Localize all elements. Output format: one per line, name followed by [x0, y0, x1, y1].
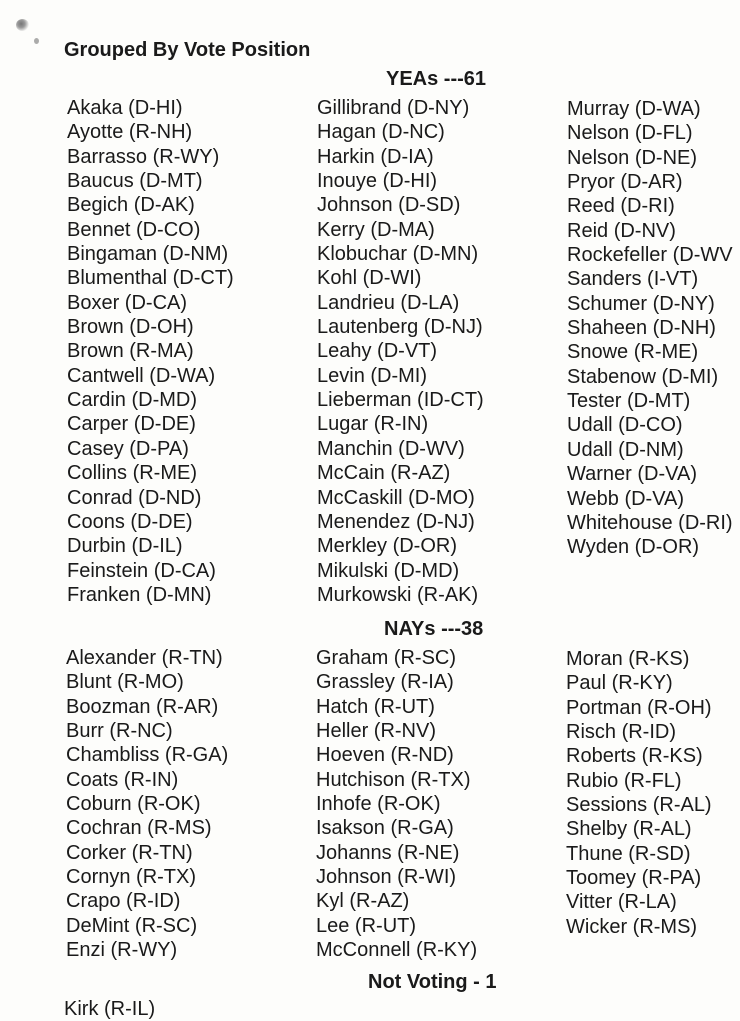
senator-entry: Leahy (D-VT)	[317, 340, 438, 363]
senator-entry: Stabenow (D-MI)	[567, 365, 719, 388]
senator-entry: Murkowski (R-AK)	[317, 583, 479, 606]
senator-entry: Carper (D-DE)	[67, 413, 196, 436]
yeas-column-3	[567, 97, 733, 560]
senator-entry: Roberts (R-KS)	[566, 745, 703, 768]
senator-entry: Hatch (R-UT)	[316, 695, 435, 718]
senator-entry: Sanders (I-VT)	[567, 268, 699, 291]
senator-entry: Franken (D-MN)	[67, 583, 212, 606]
senator-entry: Nelson (D-FL)	[567, 122, 693, 145]
senator-entry: Lautenberg (D-NJ)	[317, 316, 483, 339]
senator-entry: Rockefeller (D-WV	[567, 244, 733, 267]
senator-entry: Isakson (R-GA)	[316, 817, 454, 840]
senator-entry: Hoeven (R-ND)	[316, 744, 454, 767]
senator-entry: Cochran (R-MS)	[66, 817, 212, 840]
senator-entry: Coats (R-IN)	[66, 768, 179, 791]
senator-entry: Alexander (R-TN)	[66, 647, 223, 669]
senator-entry: Wicker (R-MS)	[566, 915, 698, 938]
senator-entry: Menendez (D-NJ)	[317, 510, 475, 533]
scan-speck	[16, 19, 29, 31]
senator-entry: Lugar (R-IN)	[317, 413, 429, 436]
not-voting-column-1	[64, 997, 155, 1021]
senator-entry: Murray (D-WA)	[567, 98, 701, 120]
senator-entry: Enzi (R-WY)	[66, 939, 178, 962]
senator-entry: Kerry (D-MA)	[317, 218, 435, 241]
senator-entry: Feinstein (D-CA)	[67, 559, 216, 582]
senator-entry: Merkley (D-OR)	[317, 535, 457, 558]
senator-entry: Baucus (D-MT)	[67, 170, 203, 193]
senator-entry: Corker (R-TN)	[66, 841, 193, 864]
senator-entry: Whitehouse (D-RI)	[567, 511, 733, 534]
yeas-section-title: YEAs ---61	[386, 68, 487, 90]
senator-entry: Cornyn (R-TX)	[66, 866, 197, 889]
senator-entry: Bennet (D-CO)	[67, 218, 201, 241]
yeas-column-2	[317, 96, 484, 607]
senator-entry: Inhofe (R-OK)	[316, 793, 441, 816]
senator-entry: Shaheen (D-NH)	[567, 317, 716, 340]
senator-entry: Kirk (R-IL)	[64, 998, 156, 1020]
page-heading: Grouped By Vote Position	[64, 39, 311, 61]
senator-entry: Grassley (R-IA)	[316, 671, 454, 694]
senator-entry: Graham (R-SC)	[316, 647, 457, 669]
senator-entry: McCaskill (D-MO)	[317, 486, 475, 509]
senator-entry: Chambliss (R-GA)	[66, 744, 229, 767]
senator-entry: Reid (D-NV)	[567, 219, 676, 242]
senator-entry: Tester (D-MT)	[567, 390, 691, 413]
senator-entry: Conrad (D-ND)	[67, 486, 202, 509]
senator-entry: Inouye (D-HI)	[317, 170, 438, 193]
senator-entry: Shelby (R-AL)	[566, 818, 692, 841]
senator-entry: Crapo (R-ID)	[66, 890, 181, 913]
senator-entry: Warner (D-VA)	[567, 463, 697, 486]
senator-entry: Cantwell (D-WA)	[67, 364, 216, 387]
senator-entry: Pryor (D-AR)	[567, 171, 683, 194]
senator-entry: Nelson (D-NE)	[567, 146, 698, 169]
senator-entry: Gillibrand (D-NY)	[317, 97, 470, 119]
senator-entry: Durbin (D-IL)	[67, 535, 183, 558]
senator-entry: Schumer (D-NY)	[567, 292, 715, 315]
senator-entry: Lieberman (ID-CT)	[317, 389, 484, 412]
senator-entry: Reed (D-RI)	[567, 195, 675, 218]
senator-entry: Akaka (D-HI)	[67, 97, 183, 119]
nays-section-title: NAYs ---38	[384, 618, 484, 640]
senator-entry: Mikulski (D-MD)	[317, 559, 460, 582]
senator-entry: Blumenthal (D-CT)	[67, 267, 234, 290]
senator-entry: McCain (R-AZ)	[317, 462, 451, 485]
senator-entry: Kohl (D-WI)	[317, 267, 422, 290]
senator-entry: Paul (R-KY)	[566, 672, 673, 695]
senator-entry: Begich (D-AK)	[67, 194, 195, 217]
senator-entry: Barrasso (R-WY)	[67, 145, 220, 168]
senator-entry: Klobuchar (D-MN)	[317, 243, 479, 266]
senator-entry: Udall (D-CO)	[567, 414, 683, 437]
senator-entry: Portman (R-OH)	[566, 696, 712, 719]
senator-entry: Johnson (D-SD)	[317, 194, 461, 217]
senator-entry: Johanns (R-NE)	[316, 841, 460, 864]
senator-entry: Brown (D-OH)	[67, 316, 194, 339]
yeas-column-1	[67, 96, 234, 607]
senator-entry: Boxer (D-CA)	[67, 291, 188, 314]
senator-entry: Moran (R-KS)	[566, 648, 690, 670]
senator-entry: Webb (D-VA)	[567, 487, 685, 510]
senator-entry: Blunt (R-MO)	[66, 671, 184, 694]
senator-entry: Toomey (R-PA)	[566, 867, 702, 890]
senator-entry: Brown (R-MA)	[67, 340, 194, 363]
nays-column-3	[566, 647, 712, 939]
senator-entry: Coons (D-DE)	[67, 510, 193, 533]
senator-entry: Burr (R-NC)	[66, 720, 173, 743]
senator-entry: Landrieu (D-LA)	[317, 291, 460, 314]
senator-entry: Manchin (D-WV)	[317, 437, 465, 460]
senator-entry: DeMint (R-SC)	[66, 914, 198, 937]
senator-entry: Casey (D-PA)	[67, 437, 189, 460]
senator-entry: Wyden (D-OR)	[567, 536, 700, 559]
senator-entry: Cardin (D-MD)	[67, 389, 197, 412]
senator-entry: Levin (D-MI)	[317, 364, 428, 387]
senator-entry: Hagan (D-NC)	[317, 121, 445, 144]
senator-entry: Bingaman (D-NM)	[67, 243, 229, 266]
senator-entry: Lee (R-UT)	[316, 914, 417, 937]
not-voting-section-title: Not Voting - 1	[368, 971, 497, 993]
senator-entry: Thune (R-SD)	[566, 842, 691, 865]
senator-entry: Risch (R-ID)	[566, 721, 676, 744]
senator-entry: Heller (R-NV)	[316, 720, 436, 743]
senator-entry: Udall (D-NM)	[567, 438, 684, 461]
senator-entry: Hutchison (R-TX)	[316, 768, 471, 791]
senator-entry: Rubio (R-FL)	[566, 769, 682, 792]
senator-entry: Kyl (R-AZ)	[316, 890, 410, 913]
senator-entry: Sessions (R-AL)	[566, 794, 712, 817]
senator-entry: Coburn (R-OK)	[66, 793, 201, 816]
scan-speck-small	[34, 38, 39, 44]
senator-entry: Snowe (R-ME)	[567, 341, 699, 364]
senator-entry: McConnell (R-KY)	[316, 939, 478, 962]
nays-column-2	[316, 646, 477, 962]
nays-column-1	[66, 646, 228, 962]
senator-entry: Boozman (R-AR)	[66, 695, 219, 718]
senator-entry: Collins (R-ME)	[67, 462, 197, 485]
senator-entry: Johnson (R-WI)	[316, 866, 457, 889]
senator-entry: Vitter (R-LA)	[566, 891, 677, 914]
senator-entry: Harkin (D-IA)	[317, 145, 434, 168]
senator-entry: Ayotte (R-NH)	[67, 121, 193, 144]
